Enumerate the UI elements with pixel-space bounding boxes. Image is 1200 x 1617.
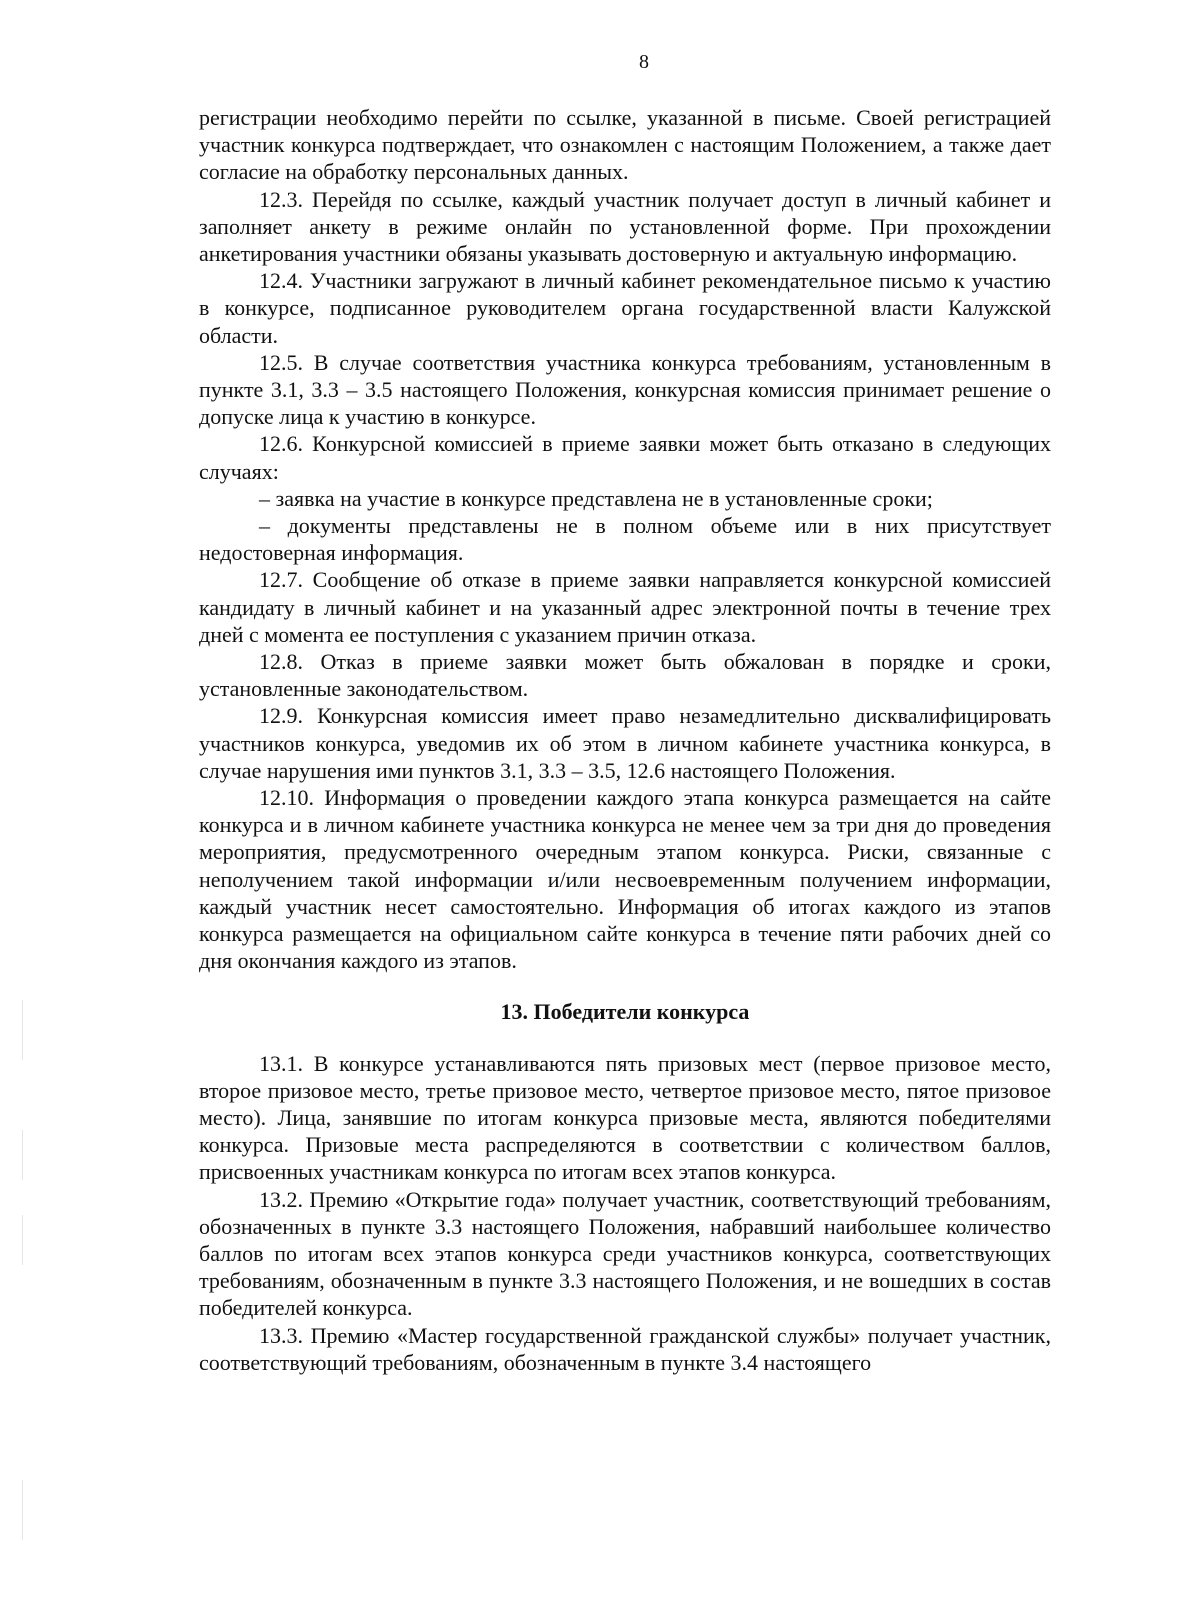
scan-edge-mark — [22, 1130, 23, 1180]
paragraph-registration: регистрации необходимо перейти по ссылке, указанной в письме. Своей регистрацией участник конкурса подтверждает, что ознакомлен с настоящим Положением, а также дает согласие на обработку персональных данных. — [199, 105, 1051, 185]
paragraph-12-4: 12.4. Участники загружают в личный кабинет рекомендательное письмо к участию в конкурсе, подписанное руководителем органа государственной власти Калужской области. — [199, 268, 1051, 348]
scan-edge-mark — [22, 1000, 23, 1060]
list-item-late-submission: – заявка на участие в конкурсе представлена не в установленные сроки; — [259, 485, 933, 511]
document-body — [199, 104, 1051, 1376]
paragraph-12-6: 12.6. Конкурсной комиссией в приеме заявки может быть отказано в следующих случаях: — [199, 431, 1051, 484]
paragraph-12-8: 12.8. Отказ в приеме заявки может быть обжалован в порядке и сроки, установленные законодательством. — [199, 649, 1051, 702]
paragraph-13-1: 13.1. В конкурсе устанавливаются пять призовых мест (первое призовое место, второе призовое место, третье призовое место, четвертое призовое место, пятое призовое место). Лица, занявшие по итогам конкурса призовые места, являются победителями конкурса. Призовые места распределяются в соответствии с количеством баллов, присвоенных участникам конкурса по итогам всех этапов конкурса. — [199, 1050, 1051, 1185]
list-item-incomplete-documents: – документы представлены не в полном объеме или в них присутствует недостоверная информация. — [199, 513, 1051, 566]
paragraph-12-10: 12.10. Информация о проведении каждого этапа конкурса размещается на сайте конкурса и в личном кабинете участника конкурса не менее чем за три дня до проведения мероприятия, предусмотренного очередным этапом конкурса. Риски, связанные с неполучением такой информации и/или несвоевременным получением информации, каждый участник несет самостоятельно. Информация об итогах каждого из этапов конкурса размещается на официальном сайте конкурса в течение пяти рабочих дней со дня окончания каждого из этапов. — [199, 785, 1051, 974]
scan-edge-mark — [22, 1480, 23, 1540]
paragraph-13-3: 13.3. Премию «Мастер государственной гражданской службы» получает участник, соответствующий требованиям, обозначенным в пункте 3.4 настоящего — [199, 1322, 1051, 1375]
page-number: 8 — [639, 51, 649, 73]
paragraph-12-5: 12.5. В случае соответствия участника конкурса требованиям, установленным в пункте 3.1, 3.3 – 3.5 настоящего Положения, конкурсная комиссия принимает решение о допуске лица к участию в конкурсе. — [199, 349, 1051, 430]
paragraph-12-3: 12.3. Перейдя по ссылке, каждый участник получает доступ в личный кабинет и заполняет анкету в режиме онлайн по установленной форме. При прохождении анкетирования участники обязаны указывать достоверную и актуальную информацию. — [199, 186, 1051, 267]
paragraph-13-2: 13.2. Премию «Открытие года» получает участник, соответствующий требованиям, обозначенных в пункте 3.3 настоящего Положения, набравший наибольшее количество баллов по итогам всех этапов конкурса среди участников конкурса, соответствующих требованиям, обозначенным в пункте 3.3 настоящего Положения, и не вошедших в состав победителей конкурса. — [199, 1186, 1051, 1321]
paragraph-12-7: 12.7. Сообщение об отказе в приеме заявки направляется конкурсной комиссией кандидату в личный кабинет и на указанный адрес электронной почты в течение трех дней с момента ее поступления с указанием причин отказа. — [199, 567, 1051, 647]
section-heading-winners: 13. Победители конкурса — [500, 998, 750, 1024]
paragraph-12-9: 12.9. Конкурсная комиссия имеет право незамедлительно дисквалифицировать участников конкурса, уведомив их об этом в личном кабинете участника конкурса, в случае нарушения ими пунктов 3.1, 3.3 – 3.5, 12.6 настоящего Положения. — [199, 703, 1051, 783]
scan-edge-mark — [22, 1215, 23, 1265]
